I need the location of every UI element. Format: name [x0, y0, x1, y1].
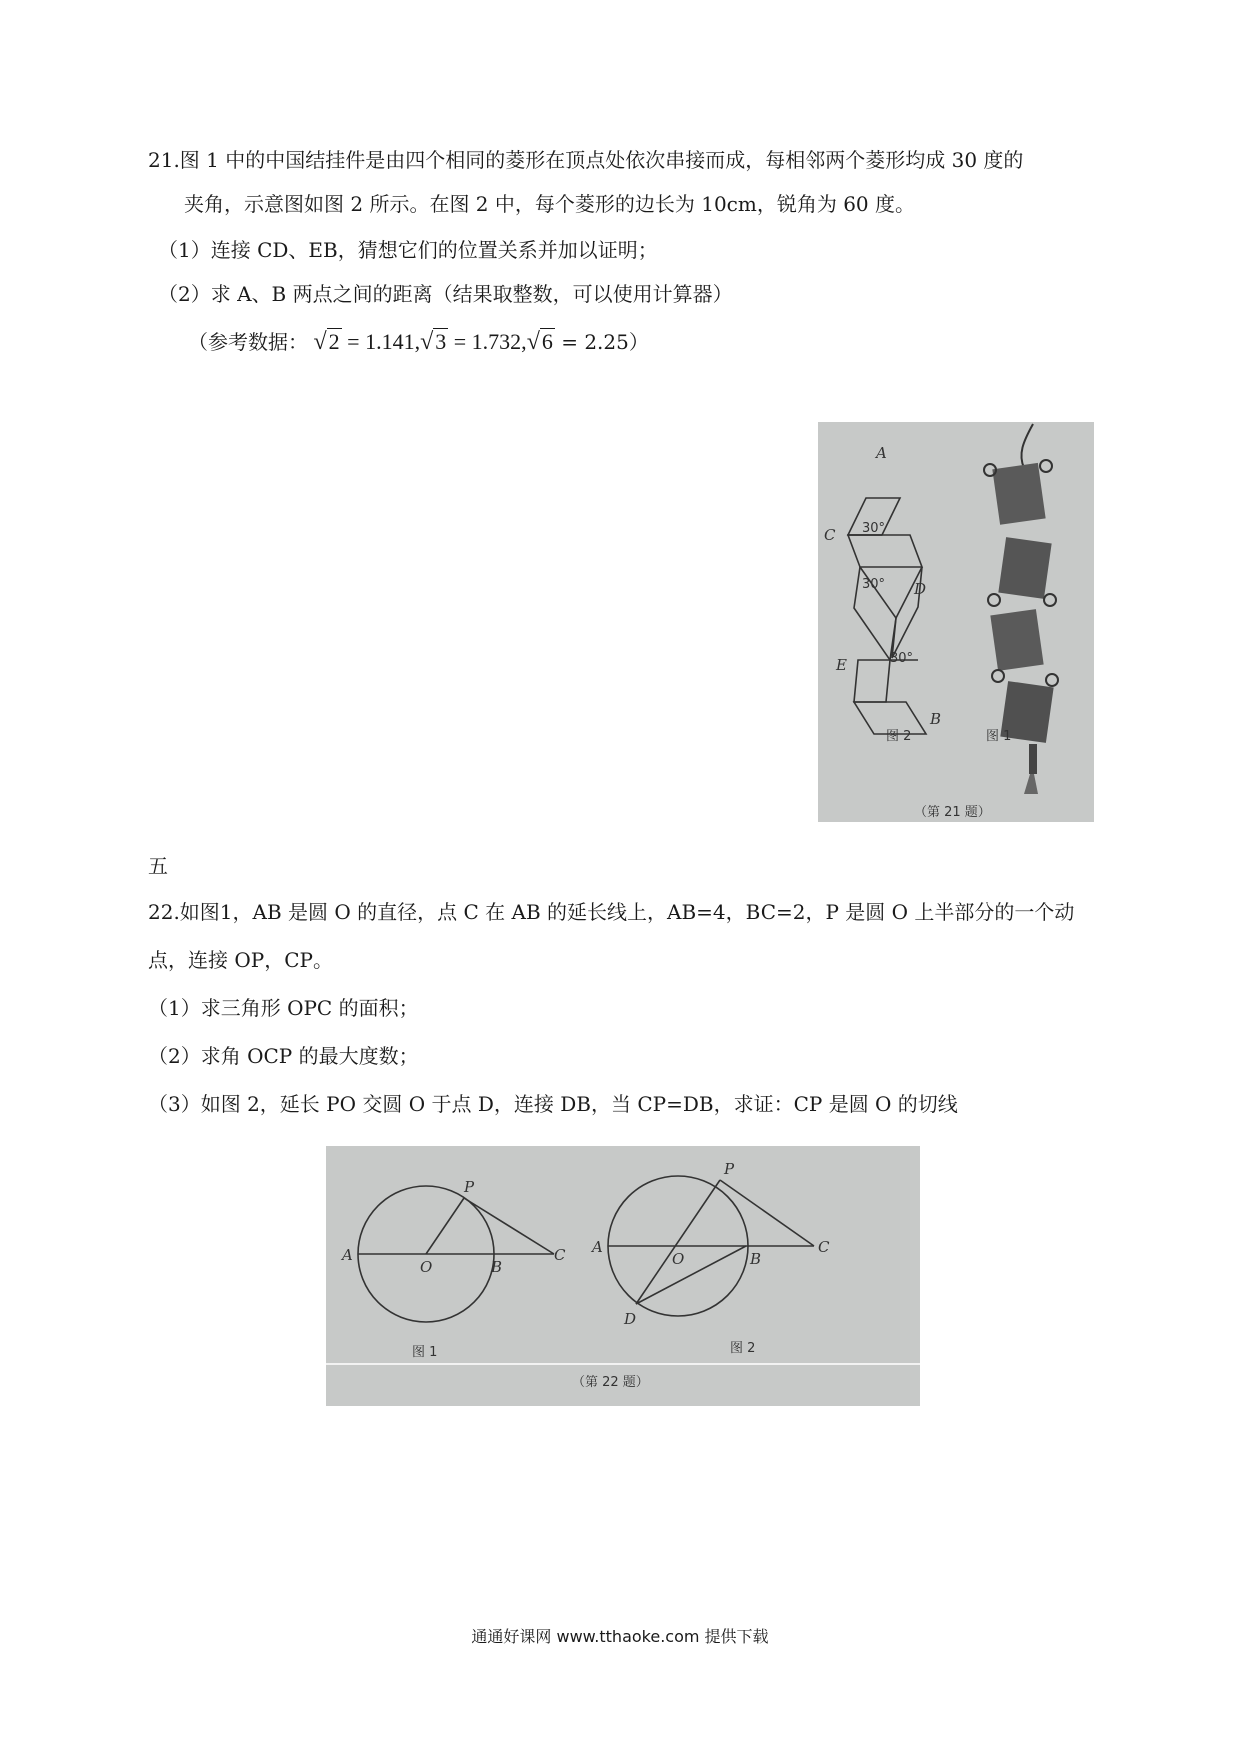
fig2-label: 图 2 — [886, 729, 912, 744]
q22-fig2-diagram — [608, 1176, 814, 1316]
fig2-label-O: O — [672, 1250, 685, 1268]
ref-val6: = 2.25） — [554, 330, 649, 354]
sqrt3: √3 — [420, 329, 447, 355]
q21-line1: 21.图 1 中的中国结挂件是由四个相同的菱形在顶点处依次串接而成，每相邻两个菱形均成 30 度的 — [148, 148, 1024, 172]
q22-part2: （2）求角 OCP 的最大度数； — [148, 1044, 419, 1068]
q21-line2: 夹角，示意图如图 2 所示。在图 2 中，每个菱形的边长为 10cm，锐角为 60 度。 — [184, 192, 916, 216]
angle-label-3: 30° — [890, 651, 914, 666]
q21-part1: （1）连接 CD、EB，猜想它们的位置关系并加以证明； — [158, 238, 658, 262]
fig1-label-C: C — [554, 1246, 566, 1264]
q22-part3: （3）如图 2，延长 PO 交圆 O 于点 D，连接 DB，当 CP=DB，求证：CP 是圆 O 的切线 — [148, 1092, 958, 1116]
fig2-label-C: C — [818, 1238, 830, 1256]
fig2-label-B: B — [750, 1250, 762, 1268]
fig2-label-D: D — [624, 1310, 637, 1328]
ref-val2: = 1.141, — [341, 329, 421, 354]
fig2-label-P: P — [724, 1160, 735, 1178]
label-E: E — [836, 656, 847, 674]
footer: 通通好课网 www.tthaoke.com 提供下载 — [471, 1627, 769, 1646]
q22-fig2-label: 图 2 — [730, 1341, 756, 1356]
q22-figure-caption: （第 22 题） — [572, 1375, 649, 1390]
line-pc-fig2 — [720, 1180, 814, 1246]
label-D: D — [914, 580, 927, 598]
rhombus-4a — [854, 660, 890, 702]
fig1-label-P: P — [464, 1178, 475, 1196]
q22-part1: （1）求三角形 OPC 的面积； — [148, 996, 419, 1020]
q22-figure — [326, 1146, 920, 1406]
rhombus-2 — [848, 535, 922, 567]
q21-part2: （2）求 A、B 两点之间的距离（结果取整数，可以使用计算器） — [158, 282, 733, 306]
line-db-fig2 — [636, 1246, 746, 1304]
sqrt6: √6 — [526, 329, 553, 355]
sqrt2: √2 — [313, 329, 340, 355]
rhombus-chain-diagram — [848, 498, 926, 734]
q21-figure-caption: （第 21 题） — [914, 805, 991, 820]
label-C: C — [824, 526, 836, 544]
fig2-label-A: A — [592, 1238, 603, 1256]
q22-fig1-label: 图 1 — [412, 1345, 438, 1360]
angle-label-2: 30° — [862, 577, 886, 592]
q22-line1: 22.如图1，AB 是圆 O 的直径，点 C 在 AB 的延长线上，AB=4，BC=2，P 是圆 O 上半部分的一个动 — [148, 900, 1075, 924]
section-heading: 五 — [148, 854, 168, 878]
q22-fig1-diagram — [358, 1186, 554, 1322]
label-B: B — [930, 710, 942, 728]
q21-figure — [818, 422, 1094, 822]
ref-val3: = 1.732, — [448, 329, 527, 354]
line-pc-fig1 — [464, 1198, 554, 1254]
label-A: A — [876, 444, 887, 462]
angle-label-1: 30° — [862, 521, 886, 536]
fig1-label-B: B — [491, 1258, 503, 1276]
line-pd-fig2 — [636, 1180, 720, 1304]
q22-line2: 点，连接 OP，CP。 — [148, 948, 333, 972]
fig1-label-O: O — [420, 1258, 433, 1276]
ref-prefix: （参考数据： — [188, 330, 308, 354]
fig1-label: 图 1 — [986, 729, 1012, 744]
q21-reference-data — [188, 328, 649, 356]
fig1-label-A: A — [342, 1246, 353, 1264]
line-op-fig1 — [426, 1198, 464, 1254]
